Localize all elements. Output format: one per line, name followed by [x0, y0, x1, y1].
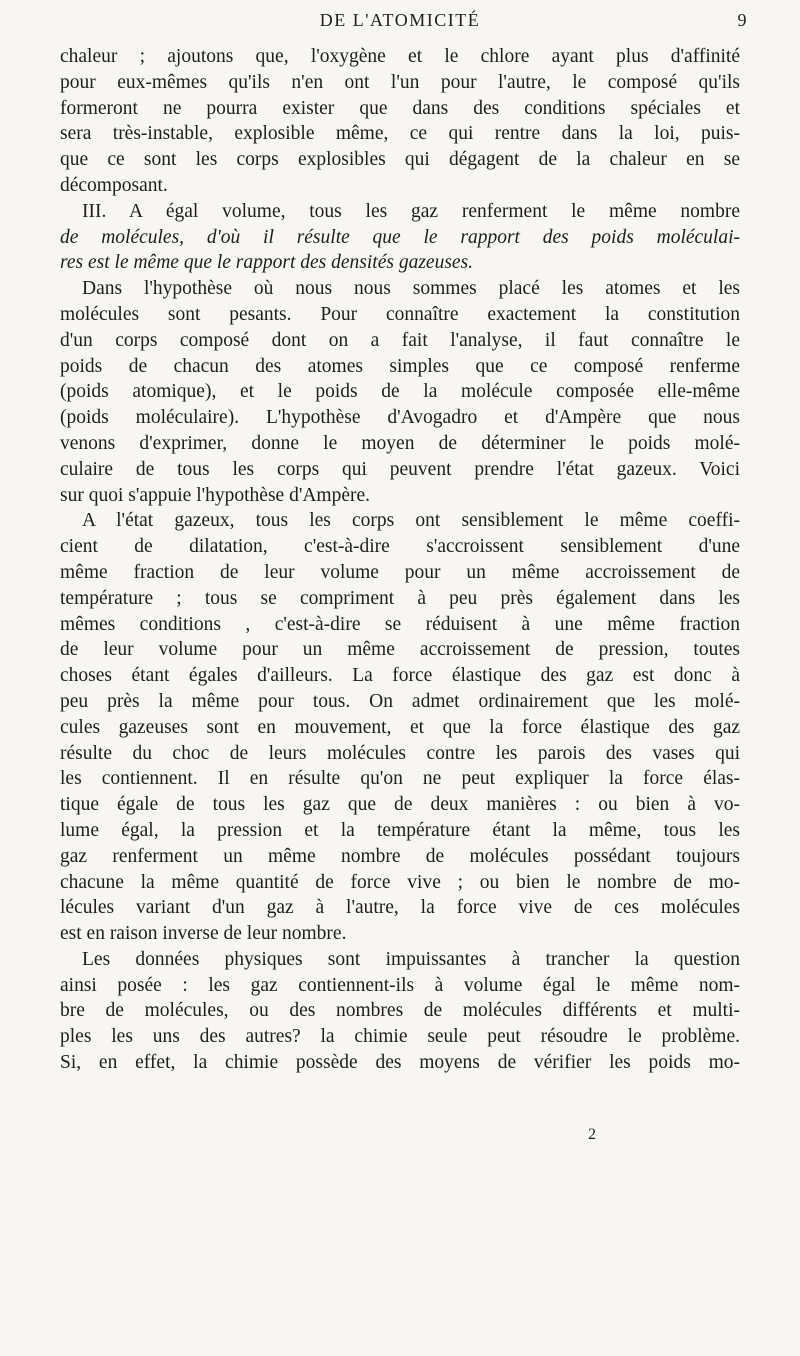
- text-line: molécules sont pesants. Pour connaître exactement la constitution: [60, 303, 740, 325]
- text-line: les contiennent. Il en résulte qu'on ne peut expliquer la force élas-: [60, 768, 740, 790]
- running-head: [0, 10, 800, 34]
- text-line: sur quoi s'appuie l'hypothèse d'Ampère.: [60, 484, 371, 506]
- text-line: chacune la même quantité de force vive ; ou bien le nombre de mo-: [60, 871, 740, 893]
- text-line: de leur volume pour un même accroissement de pression, toutes: [60, 639, 740, 661]
- text-line: III. A égal volume, tous les gaz renferment le même nombre: [82, 200, 740, 222]
- text-line: Si, en effet, la chimie possède des moyens de vérifier les poids mo-: [60, 1052, 740, 1074]
- body-text: [60, 44, 740, 1076]
- running-title: DE L'ATOMICITÉ: [319, 10, 481, 30]
- text-line: lume égal, la pression et la température étant la même, tous les: [60, 819, 740, 841]
- text-line: cient de dilatation, c'est-à-dire s'accroissent sensiblement d'une: [60, 536, 740, 558]
- text-line: même fraction de leur volume pour un même accroissement de: [60, 561, 740, 583]
- text-line: température ; tous se compriment à peu près également dans les: [60, 587, 740, 609]
- text-line: formeront ne pourra exister que dans des conditions spéciales et: [60, 97, 740, 119]
- signature-mark: 2: [588, 1126, 596, 1143]
- text-line: poids de chacun des atomes simples que ce composé renferme: [60, 355, 740, 377]
- text-line: A l'état gazeux, tous les corps ont sensiblement le même coeffi-: [82, 510, 740, 532]
- text-line: que ce sont les corps explosibles qui dégagent de la chaleur en se: [60, 149, 740, 171]
- text-line: cules gazeuses sont en mouvement, et que la force élastique des gaz: [60, 716, 740, 738]
- text-line: lécules variant d'un gaz à l'autre, la force vive de ces molécules: [60, 897, 740, 919]
- text-line: gaz renferment un même nombre de molécules possédant toujours: [60, 845, 740, 867]
- page-number: 9: [737, 10, 748, 30]
- text-line: ainsi posée : les gaz contiennent-ils à volume égal le même nom-: [60, 974, 740, 996]
- text-line: ples les uns des autres? la chimie seule peut résoudre le problème.: [60, 1026, 740, 1048]
- text-line: sera très-instable, explosible même, ce qui rentre dans la loi, puis-: [60, 123, 740, 145]
- text-line: décomposant.: [60, 174, 168, 196]
- text-line: venons d'exprimer, donne le moyen de déterminer le poids molé-: [60, 432, 740, 454]
- text-line: chaleur ; ajoutons que, l'oxygène et le chlore ayant plus d'affinité: [60, 46, 740, 67]
- text-line: (poids moléculaire). L'hypothèse d'Avogadro et d'Ampère que nous: [60, 407, 740, 429]
- text-line: de molécules, d'où il résulte que le rapport des poids moléculai-: [60, 226, 740, 248]
- text-line: Les données physiques sont impuissantes à trancher la question: [82, 948, 740, 970]
- text-line: mêmes conditions , c'est-à-dire se réduisent à une même fraction: [60, 613, 740, 635]
- text-line: d'un corps composé dont on a fait l'analyse, il faut connaître le: [60, 329, 740, 351]
- text-line: tique égale de tous les gaz que de deux manières : ou bien à vo-: [60, 794, 740, 816]
- text-line: est en raison inverse de leur nombre.: [60, 923, 347, 945]
- text-line: pour eux-mêmes qu'ils n'en ont l'un pour l'autre, le composé qu'ils: [60, 71, 740, 93]
- text-line: bre de molécules, ou des nombres de molécules différents et multi-: [60, 1000, 740, 1022]
- text-line: choses étant égales d'ailleurs. La force élastique des gaz est donc à: [60, 665, 740, 687]
- text-line: peu près la même pour tous. On admet ordinairement que les molé-: [60, 690, 740, 712]
- text-line: (poids atomique), et le poids de la molécule composée elle-même: [60, 381, 740, 403]
- text-line: résulte du choc de leurs molécules contre les parois des vases qui: [60, 742, 740, 764]
- text-line: res est le même que le rapport des densités gazeuses.: [60, 252, 474, 274]
- text-line: Dans l'hypothèse où nous nous sommes placé les atomes et les: [82, 278, 740, 300]
- text-line: culaire de tous les corps qui peuvent prendre l'état gazeux. Voici: [60, 458, 740, 480]
